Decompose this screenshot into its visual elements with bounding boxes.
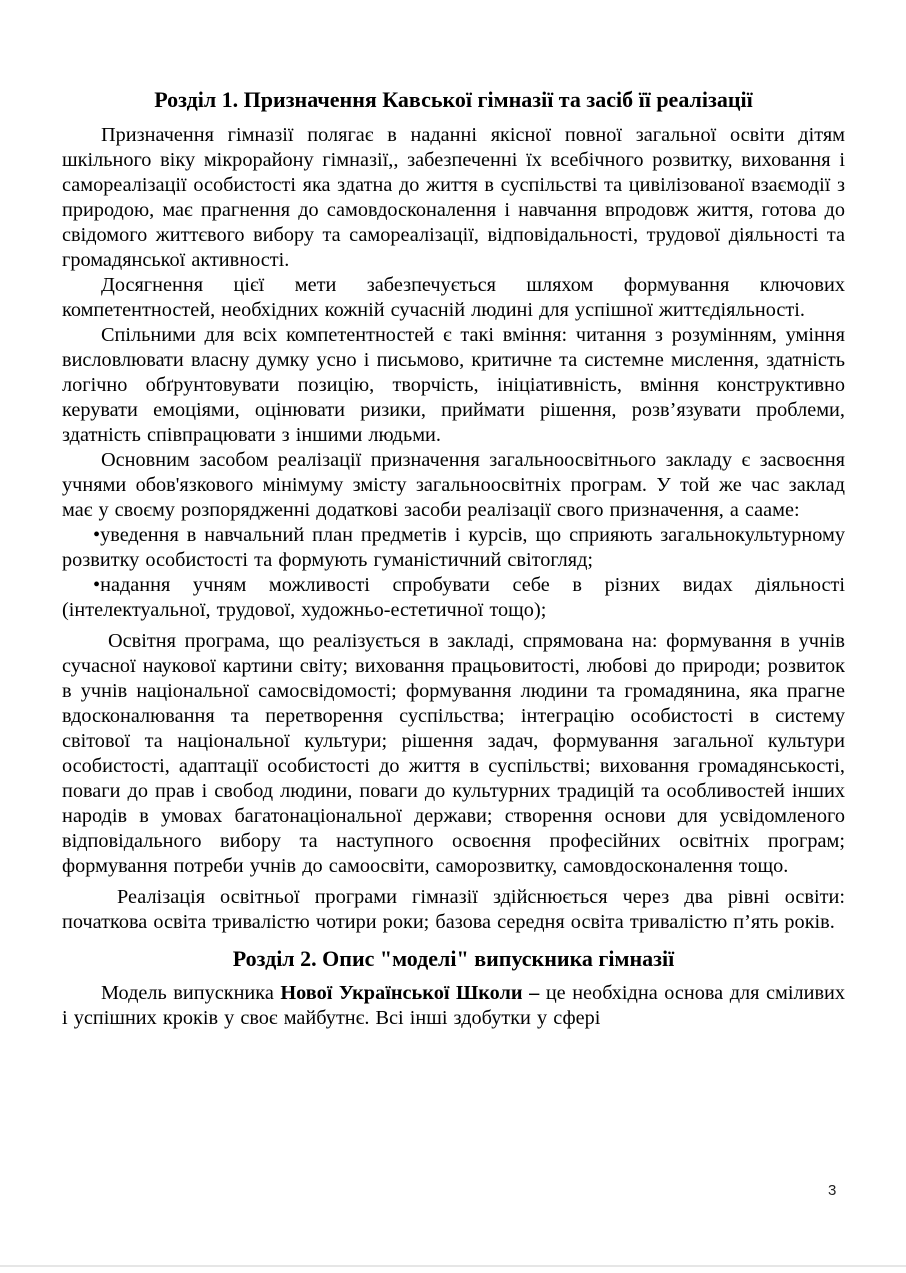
page-bottom-divider [0,1265,906,1267]
bullet-item: •уведення в навчальний план предметів і курсів, що сприяють загальнокультурному розвитку особистості та формують гуманістичний світогляд; [62,524,845,571]
bold-text-run: Нової Української Школи – [280,982,540,1004]
bullet-item: •надання учням можливості спробувати себе в різних видах діяльності (інтелектуальної, трудової, художньо-естетичної тощо); [62,574,845,621]
page-number: 3 [828,1182,837,1199]
section1-heading: Розділ 1. Призначення Кавської гімназії та засіб її реалізації [154,87,753,112]
paragraph: Спільними для всіх компетентностей є такі вміння: читання з розумінням, уміння висловлювати власну думку усно і письмово, критичне та системне мислення, здатність логічно обґрунтовувати позицію, творчість, ініціативність, вміння конструктивно керувати емоціями, оцінювати ризики, приймати рішення, розв’язувати проблеми, здатність співпрацювати з іншими людьми. [62,324,845,446]
section2-heading: Розділ 2. Опис "моделі" випускника гімназії [232,946,675,971]
paragraph: Освітня програма, що реалізується в закладі, спрямована на: формування в учнів сучасної наукової картини світу; виховання працьовитості, любові до природи; розвиток в учнів національної самосвідомості; формування людини та громадянина, яка прагне вдосконалювання та перетворення суспільства; інтеграцію особистості в систему світової та національної культури; рішення задач, формування загальної культури особистості, адаптації особистості до життя в суспільстві; виховання громадянськості, поваги до прав і свобод людини, поваги до культурних традицій та особливостей інших народів в умовах багатонаціональної держави; створення основи для усвідомленого відповідального вибору та наступного освоєння професійних освітніх програм; формування потреби учнів до самоосвіти, саморозвитку, самовдосконалення тощо. [62,630,845,877]
text-run: Модель випускника [101,982,281,1004]
paragraph: Призначення гімназії полягає в наданні якісної повної загальної освіти дітям шкільного віку мікрорайону гімназії,, забезпеченні їх всебічного розвитку, виховання і самореалізації особистості яка здатна до життя в суспільстві та цивілізованої взаємодії з природою, має прагнення до самовдосконалення і навчання впродовж життя, готова до свідомого життєвого вибору та самореалізації, відповідальності, трудової діяльності та громадянської активності. [62,124,845,271]
paragraph: Основним засобом реалізації призначення загальноосвітнього закладу є засвоєння учнями обов'язкового мінімуму змісту загальноосвітніх програм. У той же час заклад має у своєму розпорядженні додаткові засоби реалізації свого призначення, а сааме: [62,449,845,521]
paragraph: Досягнення цієї мети забезпечується шляхом формування ключових компетентностей, необхідних кожній сучасній людині для успішної життєдіяльності. [62,274,845,321]
paragraph: Реалізація освітньої програми гімназії здійснюється через два рівні освіти: початкова освіта тривалістю чотири роки; базова середня освіта тривалістю п’ять років. [62,886,845,933]
paragraph [62,981,845,1031]
page-content [62,0,845,1031]
text-run: це необхідна основа для сміливих і успішних кроків у своє майбутнє. Всі інші здобутки у сфері [62,982,846,1029]
